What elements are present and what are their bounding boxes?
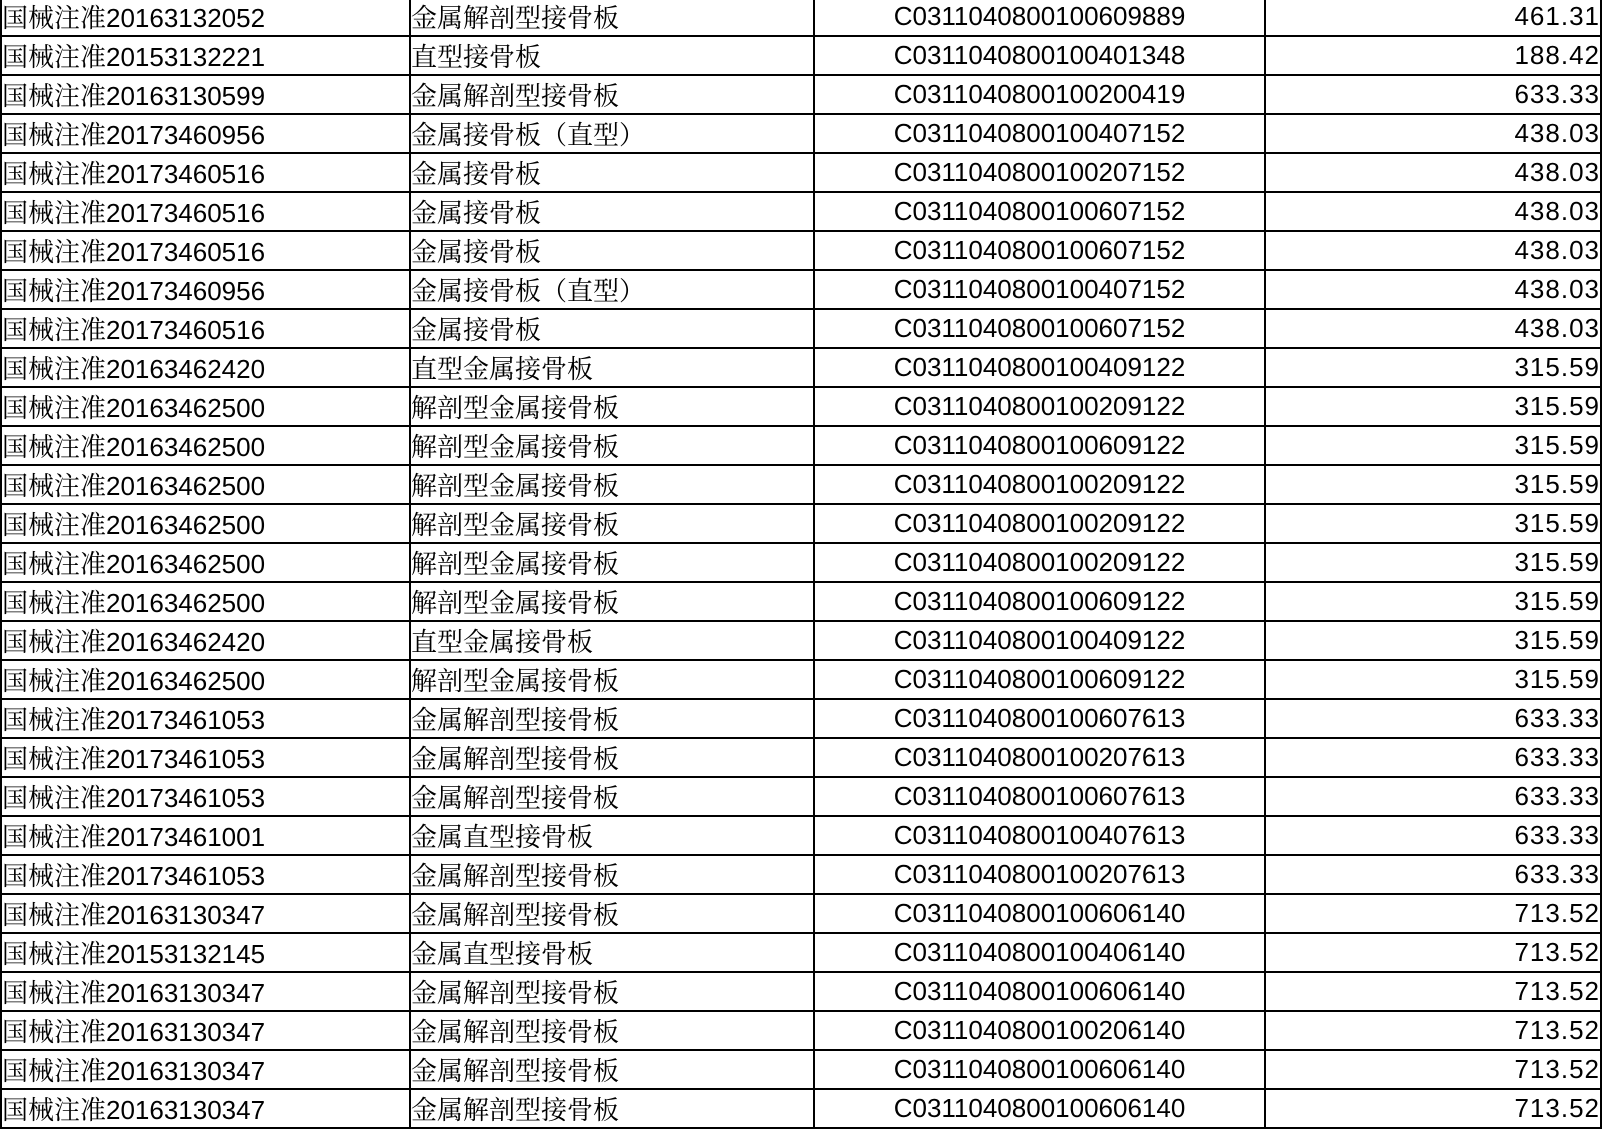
- registration-number-cell[interactable]: 国械注准20163462500: [1, 426, 410, 465]
- product-name-cell[interactable]: 金属接骨板: [410, 231, 814, 270]
- table-row: [1, 0, 1601, 36]
- product-code-cell[interactable]: C0311040800100607613: [814, 777, 1265, 816]
- product-name-cell[interactable]: 金属接骨板: [410, 153, 814, 192]
- registration-number-cell[interactable]: 国械注准20163462500: [1, 387, 410, 426]
- registration-number-cell[interactable]: 国械注准20163462500: [1, 504, 410, 543]
- product-name-cell[interactable]: 解剖型金属接骨板: [410, 582, 814, 621]
- price-cell[interactable]: 188.42: [1265, 36, 1601, 75]
- product-code-cell[interactable]: C0311040800100607152: [814, 309, 1265, 348]
- price-cell[interactable]: 315.59: [1265, 348, 1601, 387]
- registration-number-cell[interactable]: 国械注准20163130347: [1, 1089, 410, 1128]
- table-row: [1, 114, 1601, 153]
- product-code-cell[interactable]: C0311040800100607152: [814, 231, 1265, 270]
- product-name-cell[interactable]: 解剖型金属接骨板: [410, 387, 814, 426]
- table-row: [1, 504, 1601, 543]
- product-code-cell[interactable]: C0311040800100407152: [814, 270, 1265, 309]
- table-row: [1, 933, 1601, 972]
- table-body: [1, 0, 1601, 1128]
- product-code-cell[interactable]: C0311040800100607613: [814, 699, 1265, 738]
- product-code-cell[interactable]: C0311040800100209122: [814, 387, 1265, 426]
- price-cell[interactable]: 315.59: [1265, 387, 1601, 426]
- registration-number-cell[interactable]: 国械注准20163462500: [1, 660, 410, 699]
- price-cell[interactable]: 438.03: [1265, 192, 1601, 231]
- table-row: [1, 816, 1601, 855]
- product-code-cell[interactable]: C0311040800100606140: [814, 972, 1265, 1011]
- product-code-cell[interactable]: C0311040800100209122: [814, 543, 1265, 582]
- product-name-cell[interactable]: 金属接骨板（直型）: [410, 114, 814, 153]
- product-code-cell[interactable]: C0311040800100401348: [814, 36, 1265, 75]
- registration-number-cell[interactable]: 国械注准20153132221: [1, 36, 410, 75]
- table-row: [1, 1050, 1601, 1089]
- product-name-cell[interactable]: 金属解剖型接骨板: [410, 777, 814, 816]
- price-cell[interactable]: 633.33: [1265, 777, 1601, 816]
- product-name-cell[interactable]: 金属解剖型接骨板: [410, 1011, 814, 1050]
- registration-number-cell[interactable]: 国械注准20173461053: [1, 699, 410, 738]
- product-name-cell[interactable]: 金属解剖型接骨板: [410, 699, 814, 738]
- table-row: [1, 75, 1601, 114]
- registration-number-cell[interactable]: 国械注准20163462500: [1, 582, 410, 621]
- product-name-cell[interactable]: 金属解剖型接骨板: [410, 1089, 814, 1128]
- table-row: [1, 153, 1601, 192]
- table-row: [1, 309, 1601, 348]
- product-name-cell[interactable]: 金属解剖型接骨板: [410, 75, 814, 114]
- product-code-cell[interactable]: C0311040800100606140: [814, 1089, 1265, 1128]
- table-row: [1, 582, 1601, 621]
- product-code-cell[interactable]: C0311040800100609122: [814, 426, 1265, 465]
- registration-number-cell[interactable]: 国械注准20163130347: [1, 894, 410, 933]
- price-cell[interactable]: 633.33: [1265, 816, 1601, 855]
- product-name-cell[interactable]: 金属接骨板（直型）: [410, 270, 814, 309]
- product-code-cell[interactable]: C0311040800100209122: [814, 465, 1265, 504]
- product-name-cell[interactable]: 解剖型金属接骨板: [410, 660, 814, 699]
- registration-number-cell[interactable]: 国械注准20163462500: [1, 465, 410, 504]
- registration-number-cell[interactable]: 国械注准20173460516: [1, 192, 410, 231]
- price-cell[interactable]: 713.52: [1265, 1089, 1601, 1128]
- registration-number-cell[interactable]: 国械注准20173461053: [1, 777, 410, 816]
- price-cell[interactable]: 713.52: [1265, 894, 1601, 933]
- registration-number-cell[interactable]: 国械注准20163130599: [1, 75, 410, 114]
- price-cell[interactable]: 633.33: [1265, 855, 1601, 894]
- table-row: [1, 738, 1601, 777]
- registration-number-cell[interactable]: 国械注准20173460516: [1, 231, 410, 270]
- table-row: [1, 36, 1601, 75]
- product-name-cell[interactable]: 金属接骨板: [410, 192, 814, 231]
- product-code-cell[interactable]: C0311040800100609122: [814, 660, 1265, 699]
- price-cell[interactable]: 438.03: [1265, 114, 1601, 153]
- table-row: [1, 894, 1601, 933]
- product-code-cell[interactable]: C0311040800100606140: [814, 894, 1265, 933]
- product-name-cell[interactable]: 金属解剖型接骨板: [410, 894, 814, 933]
- product-code-cell[interactable]: C0311040800100606140: [814, 1050, 1265, 1089]
- price-cell[interactable]: 438.03: [1265, 309, 1601, 348]
- product-code-cell[interactable]: C0311040800100407613: [814, 816, 1265, 855]
- table-row-partial: [1, 1089, 1601, 1128]
- price-cell[interactable]: 315.59: [1265, 543, 1601, 582]
- price-cell[interactable]: 713.52: [1265, 1050, 1601, 1089]
- product-name-cell[interactable]: 直型金属接骨板: [410, 348, 814, 387]
- price-cell[interactable]: 315.59: [1265, 660, 1601, 699]
- registration-number-cell[interactable]: 国械注准20173461053: [1, 738, 410, 777]
- price-cell[interactable]: 315.59: [1265, 582, 1601, 621]
- registration-number-cell[interactable]: 国械注准20163130347: [1, 1011, 410, 1050]
- table-row: [1, 660, 1601, 699]
- product-code-cell[interactable]: C0311040800100407152: [814, 114, 1265, 153]
- price-cell[interactable]: 315.59: [1265, 465, 1601, 504]
- price-cell[interactable]: 438.03: [1265, 270, 1601, 309]
- table-row: [1, 621, 1601, 660]
- registration-number-cell[interactable]: 国械注准20163130347: [1, 972, 410, 1011]
- table-row: [1, 465, 1601, 504]
- product-code-cell[interactable]: C0311040800100207613: [814, 855, 1265, 894]
- registration-number-cell[interactable]: 国械注准20163130347: [1, 1050, 410, 1089]
- product-code-cell[interactable]: C0311040800100609889: [814, 0, 1265, 36]
- product-code-cell[interactable]: C0311040800100209122: [814, 504, 1265, 543]
- price-cell[interactable]: 315.59: [1265, 621, 1601, 660]
- price-cell[interactable]: 315.59: [1265, 426, 1601, 465]
- registration-number-cell[interactable]: 国械注准20163132052: [1, 0, 410, 36]
- product-name-cell[interactable]: 解剖型金属接骨板: [410, 426, 814, 465]
- product-code-cell[interactable]: C0311040800100409122: [814, 348, 1265, 387]
- table-row: [1, 777, 1601, 816]
- product-code-cell[interactable]: C0311040800100409122: [814, 621, 1265, 660]
- price-cell[interactable]: 315.59: [1265, 504, 1601, 543]
- price-cell[interactable]: 438.03: [1265, 231, 1601, 270]
- table-row: [1, 699, 1601, 738]
- price-cell[interactable]: 461.31: [1265, 0, 1601, 36]
- registration-number-cell[interactable]: 国械注准20173460956: [1, 270, 410, 309]
- registration-number-cell[interactable]: 国械注准20153132145: [1, 933, 410, 972]
- table-row: [1, 543, 1601, 582]
- product-name-cell[interactable]: 直型接骨板: [410, 36, 814, 75]
- table-row: [1, 972, 1601, 1011]
- registration-number-cell[interactable]: 国械注准20173460516: [1, 153, 410, 192]
- product-name-cell[interactable]: 解剖型金属接骨板: [410, 465, 814, 504]
- product-code-cell[interactable]: C0311040800100609122: [814, 582, 1265, 621]
- product-name-cell[interactable]: 金属接骨板: [410, 309, 814, 348]
- product-name-cell[interactable]: 金属解剖型接骨板: [410, 972, 814, 1011]
- price-cell[interactable]: 713.52: [1265, 933, 1601, 972]
- table-row: [1, 387, 1601, 426]
- product-name-cell[interactable]: 金属直型接骨板: [410, 816, 814, 855]
- price-cell[interactable]: 633.33: [1265, 738, 1601, 777]
- price-cell[interactable]: 438.03: [1265, 153, 1601, 192]
- registration-number-cell[interactable]: 国械注准20163462420: [1, 348, 410, 387]
- product-code-cell[interactable]: C0311040800100207152: [814, 153, 1265, 192]
- product-code-cell[interactable]: C0311040800100206140: [814, 1011, 1265, 1050]
- product-code-cell[interactable]: C0311040800100406140: [814, 933, 1265, 972]
- table-row: [1, 348, 1601, 387]
- product-name-cell[interactable]: 金属直型接骨板: [410, 933, 814, 972]
- product-name-cell[interactable]: 金属解剖型接骨板: [410, 1050, 814, 1089]
- price-cell[interactable]: 713.52: [1265, 1011, 1601, 1050]
- price-cell[interactable]: 633.33: [1265, 75, 1601, 114]
- registration-number-cell[interactable]: 国械注准20173460516: [1, 309, 410, 348]
- product-name-cell[interactable]: 金属解剖型接骨板: [410, 0, 814, 36]
- product-code-cell[interactable]: C0311040800100607152: [814, 192, 1265, 231]
- table-row: [1, 426, 1601, 465]
- product-code-cell[interactable]: C0311040800100207613: [814, 738, 1265, 777]
- product-name-cell[interactable]: 金属解剖型接骨板: [410, 855, 814, 894]
- registration-number-cell[interactable]: 国械注准20173461001: [1, 816, 410, 855]
- product-name-cell[interactable]: 金属解剖型接骨板: [410, 738, 814, 777]
- product-name-cell[interactable]: 解剖型金属接骨板: [410, 504, 814, 543]
- registration-number-cell[interactable]: 国械注准20163462420: [1, 621, 410, 660]
- table-row: [1, 1011, 1601, 1050]
- product-name-cell[interactable]: 解剖型金属接骨板: [410, 543, 814, 582]
- product-name-cell[interactable]: 直型金属接骨板: [410, 621, 814, 660]
- table-row: [1, 192, 1601, 231]
- price-cell[interactable]: 713.52: [1265, 972, 1601, 1011]
- registration-number-cell[interactable]: 国械注准20163462500: [1, 543, 410, 582]
- registration-number-cell[interactable]: 国械注准20173461053: [1, 855, 410, 894]
- table-row: [1, 855, 1601, 894]
- registration-number-cell[interactable]: 国械注准20173460956: [1, 114, 410, 153]
- table-row: [1, 231, 1601, 270]
- product-code-cell[interactable]: C0311040800100200419: [814, 75, 1265, 114]
- table-row: [1, 270, 1601, 309]
- price-cell[interactable]: 633.33: [1265, 699, 1601, 738]
